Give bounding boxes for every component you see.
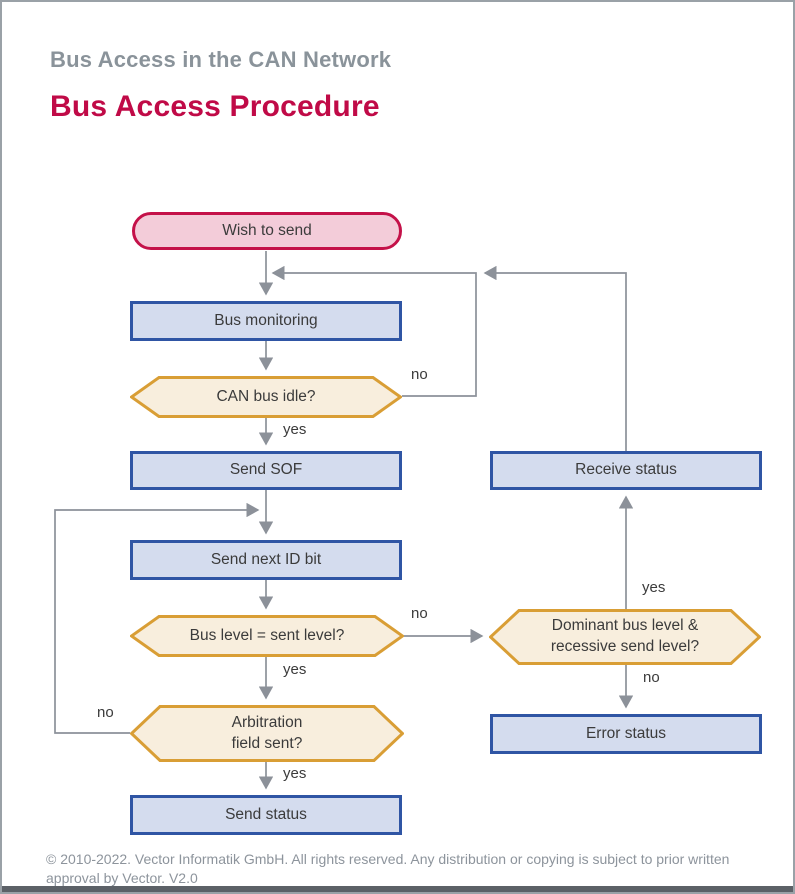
node-bus-level-sent-level (130, 615, 404, 657)
bottom-bar (2, 886, 793, 892)
edge-label-arbitration-no: no (97, 704, 114, 721)
edge-label-bus-level-no: no (411, 605, 428, 622)
node-label-line2: field sent? (231, 734, 303, 752)
edge-label-can-idle-yes: yes (283, 421, 307, 438)
node-label: Send status (225, 805, 307, 823)
node-label: CAN bus idle? (216, 387, 316, 405)
page-title: Bus Access Procedure (50, 90, 380, 123)
node-error-status (490, 714, 762, 754)
node-label: Send next ID bit (210, 550, 322, 568)
edge-label-can-idle-no: no (411, 366, 428, 383)
node-label-line2: recessive send level? (550, 638, 700, 655)
node-label: Wish to send (222, 221, 312, 239)
edge-label-bus-level-yes: yes (283, 661, 307, 678)
node-arbitration-field-sent (130, 705, 404, 762)
node-label: Bus monitoring (214, 311, 318, 329)
page-subtitle: Bus Access in the CAN Network (50, 47, 392, 72)
node-label: Error status (585, 724, 667, 742)
node-bus-monitoring (130, 301, 402, 341)
node-dominant-bus-level (489, 609, 761, 665)
edge-label-dominant-no: no (643, 669, 660, 686)
node-label: Send SOF (229, 461, 303, 479)
copyright-notice: © 2010-2022. Vector Informatik GmbH. All rights reserved. Any distribution or copying is subject to prior written approval by Vector. V2.0 (46, 851, 730, 886)
node-send-next-id-bit (130, 540, 402, 580)
node-label-line1: Dominant bus level & (551, 617, 699, 635)
node-can-bus-idle (130, 376, 402, 418)
edge-label-arbitration-yes: yes (283, 765, 307, 782)
node-send-sof (130, 451, 402, 490)
edge-receivestatus-feedback (485, 273, 626, 452)
edge-label-dominant-yes: yes (642, 579, 666, 596)
node-wish-to-send (132, 212, 402, 250)
node-label: Bus level = sent level? (189, 626, 345, 644)
node-label: Receive status (575, 461, 677, 479)
node-send-status (130, 795, 402, 835)
node-label-line1: Arbitration (231, 713, 303, 731)
node-receive-status (490, 451, 762, 490)
